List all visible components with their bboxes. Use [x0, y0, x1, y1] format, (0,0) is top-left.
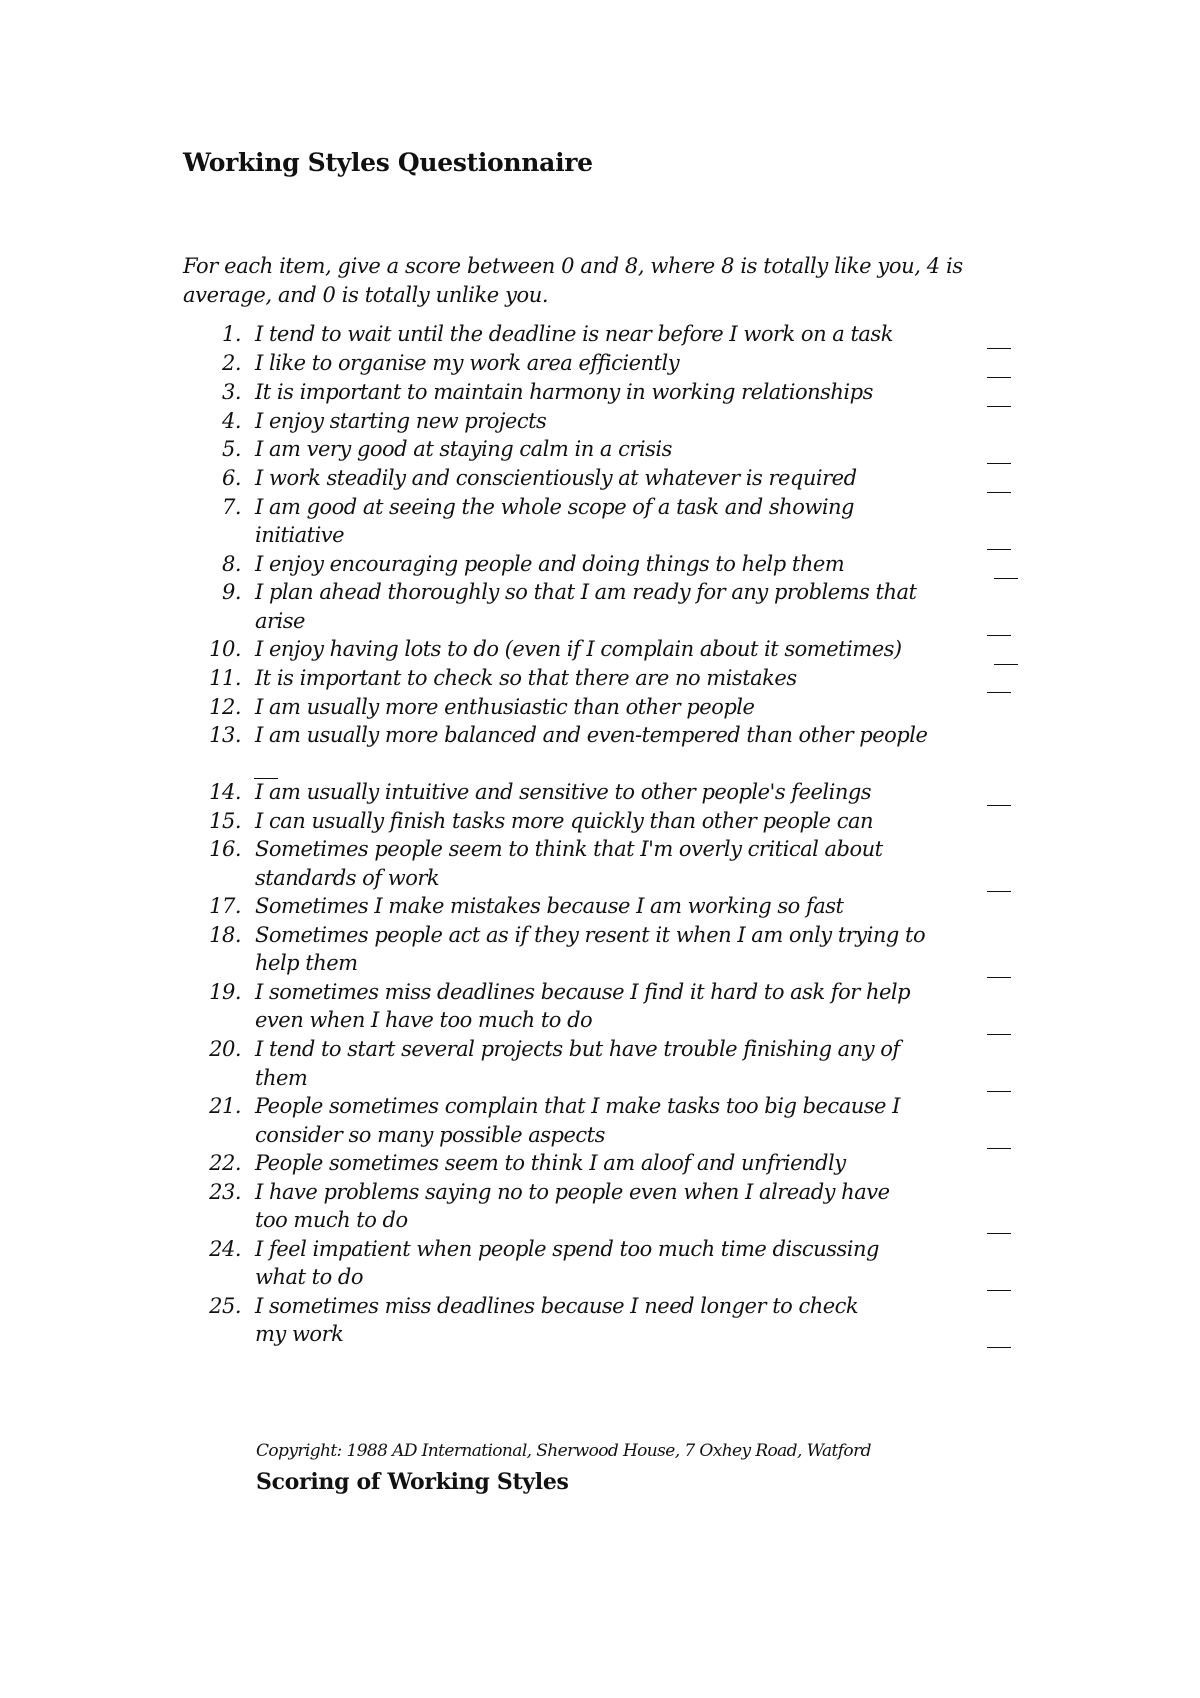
answer-blank[interactable] [987, 692, 1011, 693]
question-text: them [255, 1066, 308, 1090]
answer-blank[interactable] [987, 635, 1011, 636]
question-number: 18. [209, 923, 241, 947]
question-number: 10. [209, 637, 241, 661]
answer-blank[interactable] [987, 348, 1011, 349]
question-text: I work steadily and conscientiously at whatever is required [255, 466, 857, 490]
question-number: 19. [209, 980, 241, 1004]
question-text: arise [255, 609, 305, 633]
question-text: help them [255, 951, 358, 975]
question-number: 11. [209, 666, 241, 690]
question-text: Sometimes people seem to think that I'm overly critical about [255, 837, 883, 861]
instructions: For each item, give a score between 0 and 8, where 8 is totally like you, 4 is average, and 0 is totally unlike you. [183, 254, 963, 307]
document-title: Working Styles Questionnaire [183, 148, 593, 177]
question-number: 25. [209, 1294, 241, 1318]
question-text: too much to do [255, 1208, 408, 1232]
question-number: 22. [209, 1151, 241, 1175]
question-text: Sometimes people act as if they resent it when I am only trying to [255, 923, 926, 947]
question-text: I sometimes miss deadlines because I find it hard to ask for help [255, 980, 911, 1004]
question-number: 6. [221, 466, 241, 490]
answer-blank[interactable] [987, 805, 1011, 806]
question-number: 24. [209, 1237, 241, 1261]
question-text: initiative [255, 523, 345, 547]
question-number: 23. [209, 1180, 241, 1204]
question-text: I enjoy starting new projects [255, 409, 547, 433]
question-number: 5. [221, 437, 241, 461]
answer-blank[interactable] [987, 463, 1011, 464]
question-number: 15. [209, 809, 241, 833]
question-text: what to do [255, 1265, 363, 1289]
question-text: I plan ahead thoroughly so that I am ready for any problems that [255, 580, 917, 604]
question-number: 7. [221, 495, 241, 519]
answer-blank[interactable] [987, 377, 1011, 378]
question-text: I sometimes miss deadlines because I need longer to check [255, 1294, 859, 1318]
question-text: I enjoy encouraging people and doing things to help them [255, 552, 845, 576]
question-number: 1. [221, 322, 241, 346]
question-text: standards of work [255, 866, 440, 890]
question-text: I can usually finish tasks more quickly than other people can [255, 809, 874, 833]
question-text: I am usually more enthusiastic than other people [255, 695, 755, 719]
question-number: 20. [209, 1037, 241, 1061]
question-number: 9. [221, 580, 241, 604]
question-text: I tend to wait until the deadline is near before I work on a task [255, 322, 893, 346]
question-text: I tend to start several projects but have trouble finishing any of [255, 1037, 900, 1061]
question-text: I feel impatient when people spend too much time discussing [255, 1237, 879, 1261]
question-text: Sometimes I make mistakes because I am working so fast [255, 894, 844, 918]
question-number: 16. [209, 837, 241, 861]
answer-blank[interactable] [987, 406, 1011, 407]
question-text: even when I have too much to do [255, 1008, 593, 1032]
answer-blank[interactable] [987, 891, 1011, 892]
question-number: 4. [221, 409, 241, 433]
answer-blank[interactable] [987, 977, 1011, 978]
question-number: 3. [221, 380, 241, 404]
answer-blank[interactable] [987, 1034, 1011, 1035]
question-text: I am very good at staying calm in a crisis [255, 437, 672, 461]
answer-blank[interactable] [987, 1091, 1011, 1092]
question-number: 13. [209, 723, 241, 747]
question-text: I have problems saying no to people even when I already have [255, 1180, 890, 1204]
question-number: 21. [209, 1094, 241, 1118]
answer-blank[interactable] [987, 1233, 1011, 1234]
answer-blank[interactable] [994, 578, 1018, 579]
question-number: 17. [209, 894, 241, 918]
answer-blank[interactable] [987, 1347, 1011, 1348]
question-text: my work [255, 1322, 344, 1346]
question-text: It is important to maintain harmony in working relationships [255, 380, 873, 404]
question-text: It is important to check so that there are no mistakes [255, 666, 797, 690]
question-number: 12. [209, 695, 241, 719]
question-text: consider so many possible aspects [255, 1123, 605, 1147]
question-text: People sometimes seem to think I am aloof and unfriendly [255, 1151, 846, 1175]
answer-blank[interactable] [987, 549, 1011, 550]
question-text: People sometimes complain that I make tasks too big because I [255, 1094, 900, 1118]
question-text: I am usually more balanced and even-tempered than other people [255, 723, 928, 747]
scoring-heading: Scoring of Working Styles [256, 1469, 569, 1495]
copyright-notice: Copyright: 1988 AD International, Sherwood House, 7 Oxhey Road, Watford [256, 1441, 871, 1461]
question-text: I am usually intuitive and sensitive to other people's feelings [255, 780, 872, 804]
question-text: I am good at seeing the whole scope of a task and showing [255, 495, 854, 519]
question-text: I enjoy having lots to do (even if I complain about it sometimes) [255, 637, 902, 661]
answer-blank[interactable] [987, 492, 1011, 493]
question-number: 14. [209, 780, 241, 804]
answer-blank[interactable] [994, 664, 1018, 665]
answer-blank[interactable] [987, 1290, 1011, 1291]
answer-blank[interactable] [987, 1148, 1011, 1149]
question-text: I like to organise my work area efficiently [255, 351, 680, 375]
question-number: 8. [221, 552, 241, 576]
question-number: 2. [221, 351, 241, 375]
